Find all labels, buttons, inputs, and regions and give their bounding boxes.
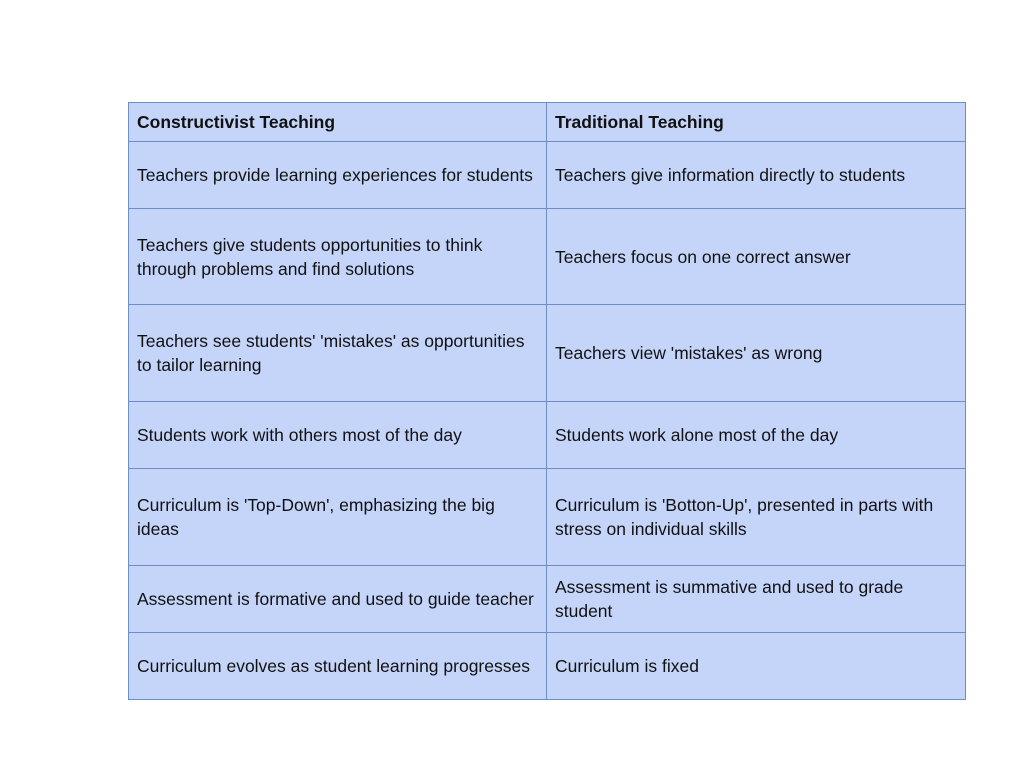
traditional-cell: Assessment is summative and used to grade student <box>547 566 966 633</box>
constructivist-cell: Students work with others most of the day <box>129 402 547 469</box>
constructivist-cell: Curriculum evolves as student learning progresses <box>129 633 547 700</box>
table-row <box>129 402 966 469</box>
traditional-cell: Teachers view 'mistakes' as wrong <box>547 305 966 402</box>
header-traditional: Traditional Teaching <box>547 103 966 142</box>
table-header-row <box>129 103 966 142</box>
header-constructivist: Constructivist Teaching <box>129 103 547 142</box>
table-row <box>129 209 966 305</box>
constructivist-cell: Teachers provide learning experiences for students <box>129 142 547 209</box>
traditional-cell: Teachers focus on one correct answer <box>547 209 966 305</box>
table-row <box>129 566 966 633</box>
table-row <box>129 469 966 566</box>
table-row <box>129 305 966 402</box>
traditional-cell: Curriculum is 'Botton-Up', presented in parts with stress on individual skills <box>547 469 966 566</box>
table-row <box>129 142 966 209</box>
constructivist-cell: Teachers give students opportunities to think through problems and find solutions <box>129 209 547 305</box>
traditional-cell: Teachers give information directly to students <box>547 142 966 209</box>
constructivist-cell: Assessment is formative and used to guide teacher <box>129 566 547 633</box>
traditional-cell: Students work alone most of the day <box>547 402 966 469</box>
constructivist-cell: Teachers see students' 'mistakes' as opportunities to tailor learning <box>129 305 547 402</box>
table-row <box>129 633 966 700</box>
comparison-table <box>128 102 966 700</box>
constructivist-cell: Curriculum is 'Top-Down', emphasizing the big ideas <box>129 469 547 566</box>
traditional-cell: Curriculum is fixed <box>547 633 966 700</box>
